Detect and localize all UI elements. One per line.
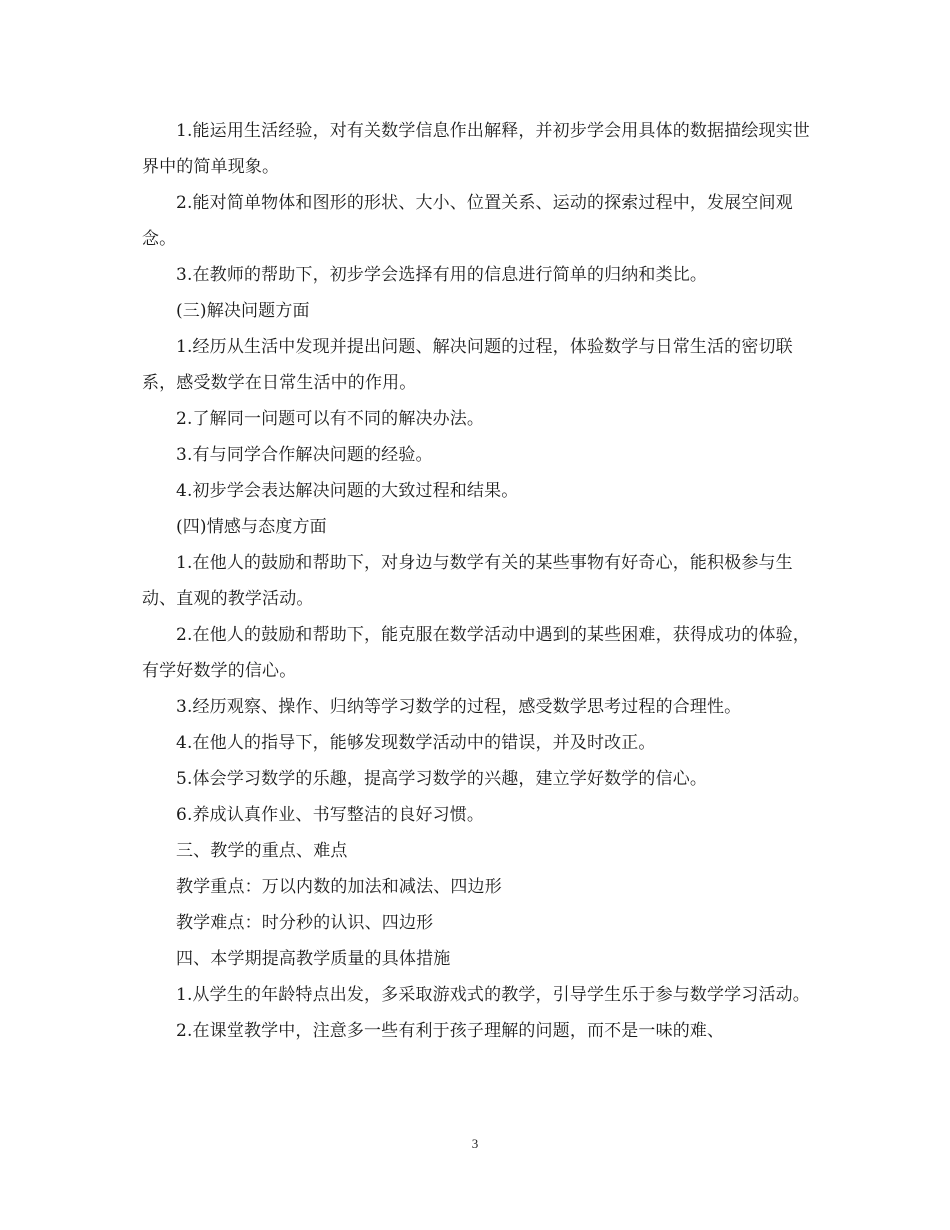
teaching-key-points: 教学重点：万以内数的加法和减法、四边形 [176,877,502,897]
paragraph-2: 2.能对简单物体和图形的形状、大小、位置关系、运动的探索过程中，发展空间观念。 [142,193,793,249]
section-heading-key-points: 三、教学的重点、难点 [176,841,348,861]
paragraph-14: 5.体会学习数学的乐趣，提高学习数学的兴趣，建立学好数学的信心。 [176,769,708,789]
teaching-difficulties: 教学难点：时分秒的认识、四边形 [176,913,434,933]
paragraph-20: 1.从学生的年龄特点出发，多采取游戏式的教学，引导学生乐于参与数学学习活动。 [176,985,810,1005]
section-heading-problem-solving: (三)解决问题方面 [176,301,310,321]
section-heading-measures: 四、本学期提高教学质量的具体措施 [176,949,451,969]
paragraph-5: 1.经历从生活中发现并提出问题、解决问题的过程，体验数学与日常生活的密切联系，感受数学在日常生活中的作用。 [142,337,793,393]
paragraph-1: 1.能运用生活经验，对有关数学信息作出解释，并初步学会用具体的数据描绘现实世界中的简单现象。 [142,121,810,177]
page-number: 3 [471,1136,479,1151]
paragraph-13: 4.在他人的指导下，能够发现数学活动中的错误，并及时改正。 [176,733,656,753]
section-heading-emotion-attitude: (四)情感与态度方面 [176,517,327,537]
paragraph-3: 3.在教师的帮助下，初步学会选择有用的信息进行简单的归纳和类比。 [176,265,708,285]
document-body [142,113,810,1049]
paragraph-6: 2.了解同一问题可以有不同的解决办法。 [176,409,485,429]
paragraph-7: 3.有与同学合作解决问题的经验。 [176,445,433,465]
paragraph-12: 3.经历观察、操作、归纳等学习数学的过程，感受数学思考过程的合理性。 [176,697,742,717]
paragraph-21: 2.在课堂教学中，注意多一些有利于孩子理解的问题，而不是一味的难、 [176,1021,725,1041]
paragraph-8: 4.初步学会表达解决问题的大致过程和结果。 [176,481,519,501]
paragraph-10: 1.在他人的鼓励和帮助下，对身边与数学有关的某些事物有好奇心，能积极参与生动、直观的教学活动。 [142,553,793,609]
paragraph-15: 6.养成认真作业、书写整洁的良好习惯。 [176,805,485,825]
paragraph-11: 2.在他人的鼓励和帮助下，能克服在数学活动中遇到的某些困难，获得成功的体验，有学好数学的信心。 [142,625,810,681]
